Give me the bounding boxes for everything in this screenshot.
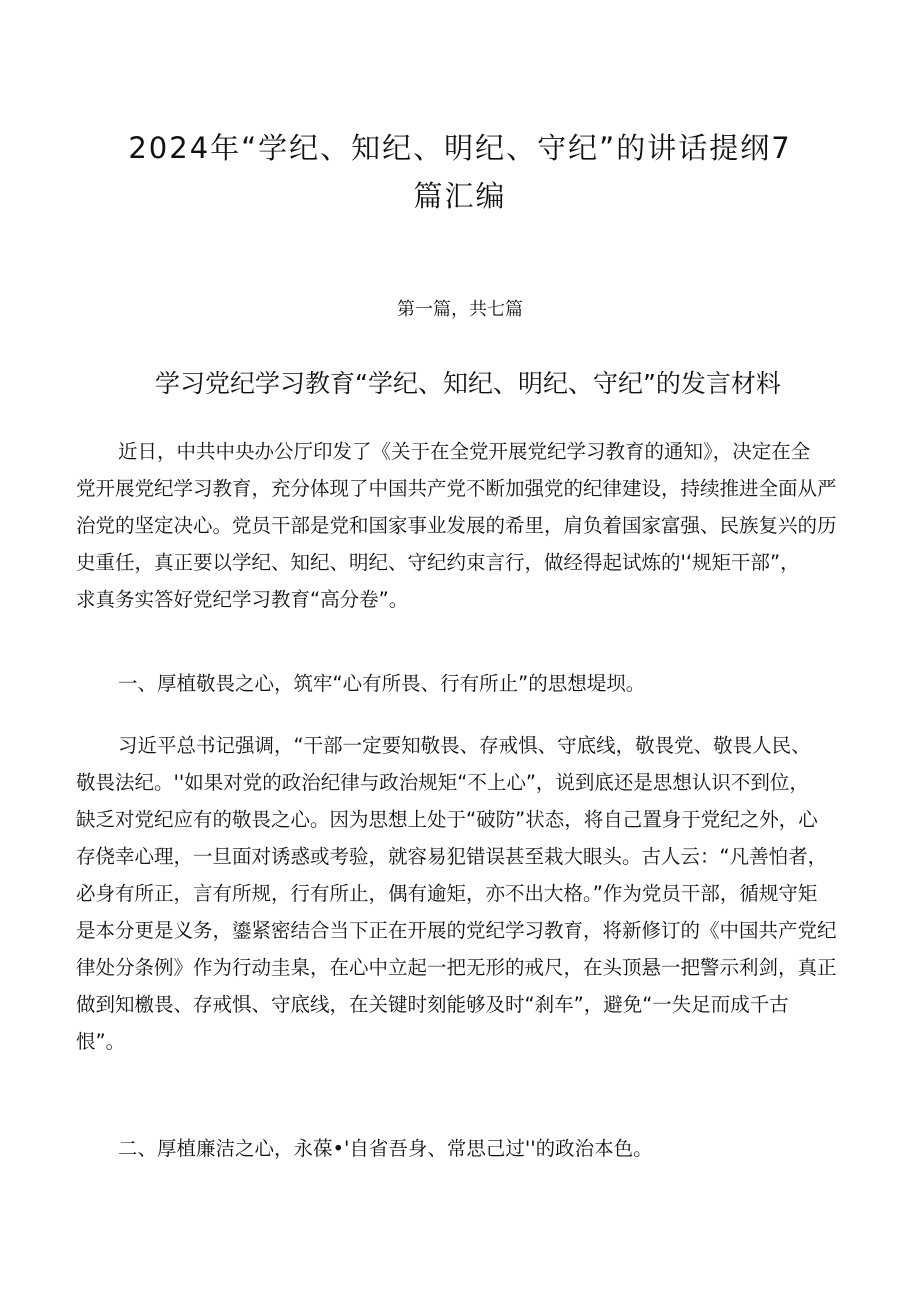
document-title-line-1: 2024年“学纪、知纪、明纪、守纪”的讲话提纲7 bbox=[128, 131, 792, 165]
paragraph-line: 存侥幸心理，一旦面对诱惑或考验，就容易犯错误甚至栽大眼头。古人云：“凡善怕者， bbox=[76, 845, 828, 868]
paragraph-line: 是本分更是义务，鎏紧密结合当下正在开展的党纪学习教育，将新修订的《中国共产党纪 bbox=[76, 919, 837, 942]
paragraph-line: 做到知檄畏、存戒惧、守底线，在关键时刻能够及时“刹车”，避免“一失足而成千古 bbox=[76, 993, 789, 1016]
paragraph-line: 敬畏法纪。''如果对党的政治纪律与政治规矩“不上心”，说到底还是思想认识不到位， bbox=[76, 771, 809, 794]
document-title-line-2: 篇汇编 bbox=[413, 179, 507, 213]
paragraph-line: 必身有所正，言有所规，行有所止，偶有逾矩，亦不出大格。”作为党员干部，循规守矩 bbox=[76, 882, 818, 905]
subheading-1: 一、厚植敬畏之心，筑牢“心有所畏、行有所止”的思想堤坝。 bbox=[118, 672, 646, 695]
part-label: 第一篇，共七篇 bbox=[397, 299, 523, 320]
subheading-2: 二、厚植廉洁之心，永葆•'自省吾身、常思己过''的政治本色。 bbox=[118, 1137, 653, 1160]
paragraph-line: 史重任，真正要以学纪、知纪、明纪、守纪约束言行，做经得起试炼的'‘规矩干部”， bbox=[76, 551, 800, 574]
paragraph-line: 习近平总书记强调，“干部一定要知敬畏、存戒惧、守底线，敬畏党、敬畏人民、 bbox=[118, 734, 811, 757]
paragraph-line: 党开展党纪学习教育，充分体现了中国共产党不断加强党的纪律建设，持续推进全面从严 bbox=[76, 477, 837, 500]
paragraph-line: 治党的坚定决心。党员干部是党和国家事业发展的希里，肩负着国家富强、民族复兴的历 bbox=[76, 514, 837, 537]
paragraph-line: 近日，中共中央办公厅印发了《关于在全党开展党纪学习教育的通知》，决定在全 bbox=[118, 440, 811, 463]
paragraph-line: 律处分条例》作为行动圭臬，在心中立起一把无形的戒尺，在头顶悬一把警示利剑，真正 bbox=[76, 956, 837, 979]
paragraph-line: 恨”。 bbox=[76, 1030, 126, 1053]
paragraph-line: 缺乏对党纪应有的敬畏之心。因为思想上处于“破防”状态，将自己置身于党纪之外，心 bbox=[76, 808, 818, 831]
section-title: 学习党纪学习教育“学纪、知纪、明纪、守纪”的发言材料 bbox=[155, 369, 781, 398]
paragraph-line: 求真务实答好党纪学习教育“高分卷”。 bbox=[76, 588, 409, 611]
intro-paragraph bbox=[76, 433, 866, 618]
body-paragraph-1 bbox=[76, 727, 866, 1060]
